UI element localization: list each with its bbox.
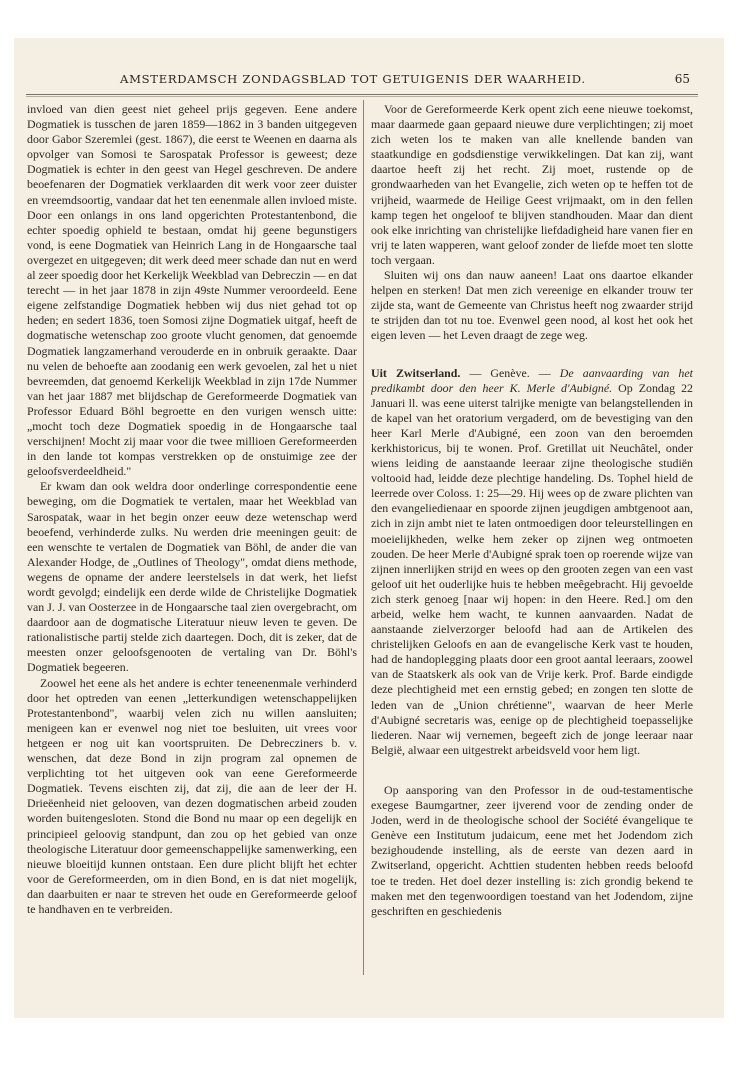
right-paragraph-1: Voor de Gereformeerde Kerk opent zich eene nieuwe toekomst, maar daarmede gaan gepaard nieuwe dure verplichtingen; zij moet zich weten los te maken van alle knellende banden van staatkundige en godsdienstige verwikkelingen. Dat kan zij, want daartoe heeft zij het recht. Zij moet, rustende op de grondwaarheden van het Evangelie, zich weten op te heffen tot de vrijheid, waarmede de Heilige Geest vrijmaakt, om in den fellen kamp tegen het ongeloof te blijven standhouden. Maar dan dient ook elke inrichting van christelijke liefdadigheid hare vanen fier en vrij te laten wapperen, want geloof zonder de liefde moet ten slotte toch vergaan. [371,102,693,267]
article-lead: Uit Zwitserland. [371,365,461,380]
header-rule [26,94,698,95]
header-rule-thin [26,96,698,97]
left-column [27,102,357,917]
article-subject: De aanvaarding van het predikambt door den heer K. Merle d'Aubigné. [371,365,693,395]
article-place: — Genève. — [469,365,551,380]
right-column [371,102,693,919]
article-body: Op Zondag 22 Januari ll. was eene uiterst talrijke menigte van belangstellenden in de kapel van het oratorium vergaderd, om de bevestiging van den heer Karl Merle d'Aubigné, een zoon van den beroemden kerkhistoricus, bij te wonen. Prof. Gretillat uit Neuchâtel, onder wiens leiding de aanstaande leeraar zijne theologische studiën voltooid had, leidde deze plechtige handeling. Ds. Tophel hield de leerrede over Coloss. 1: 25—29. Hij wees op de zware plichten van den evangeliedienaar en spoorde zijnen jeugdigen ambtgenoot aan, zich in zijn ambt niet te laten ontmoedigen door teleurstellingen en moeielijkheden, welke hem zeker op zijnen weg ontmoeten zouden. De heer Merle d'Aubigné sprak toen op roerende wijze van zijnen innerlijken strijd en wees op den grooten zegen van een vast geloof uit het ouderlijke huis te hebben meêgebracht. Hij gevoelde zich sterk genoeg [naar wij hopen: in den Heere. Red.] om den arbeid, welke hem wacht, te kunnen aanvaarden. Nadat de aanstaande zielverzorger beloofd had aan de Artikelen des christelijken Geloofs en aan de evangelische Kerk vast te houden, had de handoplegging plaats door een groot aantal leeraars, zoowel van de Staatskerk als ook van de Vrije kerk. Prof. Barde eindigde deze plechtigheid met een ernstig gebed; en zongen ten slotte de leden van de „Union chrétienne", waarvan de heer Merle d'Aubigné secretaris was, eenige op de plechtigheid toepasselijke liederen. Naar wij vernemen, begeeft zich de jonge leeraar naar België, alwaar een uitgestrekt arbeidsveld voor hem ligt. [371,380,693,757]
journal-title: AMSTERDAMSCH ZONDAGSBLAD TOT GETUIGENIS DER WAARHEID. [120,72,586,86]
column-divider [363,100,364,975]
right-article-zwitserland [371,366,693,758]
left-paragraph-3: Zoowel het eene als het andere is echter teneenenmale verhinderd door het optreden van eenen „letterkundigen wetenschappelijken Protestantenbond", waarbij velen zich nu willen aansluiten; menigeen kan er evenwel nog niet toe besluiten, uit vrees voor hetgeen er nog uit kan voortspruiten. De Debrecziners b. v. wenschen, dat deze Bond in zijn program zal opnemen de verplichting tot het uitgeven ook van eene Gereformeerde Dogmatiek. Tevens eischten zij, dat zij, die aan de leer der H. Drieëenheid niet gelooven, van dezen dogmatischen arbeid zouden worden buitengesloten. Stond die Bond nu maar op een degelijk en principieel geloovig standpunt, dan zou op het gebied van onze theologische Literatuur door gemeenschappelijke samenwerking, een nieuwe bloeitijd kunnen ontstaan. Een dure plicht blijft het echter voor de Gereformeerden, om in dien Bond, en is dat niet mogelijk, dan daarbuiten er naar te streven het oude en Gereformeerde geloof te handhaven en te verbreiden. [27,675,357,916]
left-paragraph-2: Er kwam dan ook weldra door onderlinge correspondentie eene beweging, om die Dogmatiek te vertalen, maar het Weekblad van Sarospatak, waar in het begin onzer eeuw deze wetenschap werd beoefend, verhinderde zulks. Nu werden drie meeningen geuit: de een wenschte te vertalen de Dogmatiek van Böhl, de ander die van Alexander Hodge, de „Outlines of Theology", omdat diens methode, wegens de opname der andere leerstelsels in dat werk, het liefst wordt gevolgd; eindelijk een derde wilde de Christelijke Dogmatiek van J. J. van Oosterzee in de Hongaarsche taal zien overgebracht, om daardoor aan de dogmatische Literatuur nieuw leven te geven. De rationalistische partij stelde zich daartegen. Doch, dit is zeker, dat de meesten onzer geloofsgenooten de vertaling van Dr. Böhl's Dogmatiek begeeren. [27,479,357,675]
right-paragraph-2: Sluiten wij ons dan nauw aaneen! Laat ons daartoe elkander helpen en sterken! Dat men zich vereenige en elkander trouw ter zijde sta, want de Gemeente van Christus heeft nog zwaarder strijd te strijden dan tot nu toe. Evenwel geen nood, al kost het ook het eigen leven — het Leven draagt de zege weg. [371,268,693,343]
right-paragraph-4: Op aansporing van den Professor in de oud-testamentische exegese Baumgartner, zeer ijverend voor de zending onder de Joden, werd in de theologische school der Société évangelique te Genève een Institutum judaicum, eene met het Jodendom zich bezighoudende instelling, als de eerste van dezen aard in Zwitserland, opgericht. Achttien studenten hebben reeds beloofd toe te treden. Het doel dezer instelling is: zich grondig bekend te maken met den tegenwoordigen toestand van het Jodendom, zijne geschriften en geschiedenis [371,782,693,918]
page-header [120,70,690,92]
page-number: 65 [674,72,690,86]
left-paragraph-1: invloed van dien geest niet geheel prijs gegeven. Eene andere Dogmatiek is tusschen de jaren 1859—1862 in 3 banden uitgegeven door Gabor Szeremlei (gest. 1867), die eerst te Weenen en daarna als opvolger van Somosi te Sarospatak Professor is geweest; deze Dogmatiek is echter in den geest van Hegel geschreven. De andere beoefenaren der Dogmatiek verklaarden dit werk voor zeer duister en vreemdsoortig, vandaar dat het ten eenenmale allen invloed miste. Door een onlangs in ons land opgerichten Protestantenbond, die echter spoedig ophield te bestaan, omdat hij geene begunstigers vond, is eene Dogmatiek van Heinrich Lang in de Hongaarsche taal overgezet en uitgegeven; dit werk deed meer schade dan nut en werd al zeer spoedig door het Kerkelijk Weekblad van Debreczin — en dat terecht — in het jaar 1878 in zijn 49ste Nummer veroordeeld. Eene eigene zelfstandige Dogmatiek hebben wij dus niet gehad tot op heden; en sedert 1836, toen Somosi zijne Dogmatiek uitgaf, heeft de dogmatische wetenschap zoo groote vlucht genomen, dat genoemde Dogmatiek langzamerhand verouderde en in onbruik geraakte. Daar nu velen de behoefte aan zoodanig een werk gevoelen, zal het u niet bevreemden, dat genoemd Kerkelijk Weekblad in zijn 17de Nummer van het jaar 1887 met blijdschap de Gereformeerde Dogmatiek van Professor Eduard Böhl begroette en den vurigen wensch uitte: „mocht toch deze Dogmatiek spoedig in de Hongaarsche taal verschijnen! Mocht zij maar voor die twee millioen Gereformeerden in den lande tot kompas verstrekken op de onstuimige zee der geloofsverdeeldheid." [27,102,357,479]
